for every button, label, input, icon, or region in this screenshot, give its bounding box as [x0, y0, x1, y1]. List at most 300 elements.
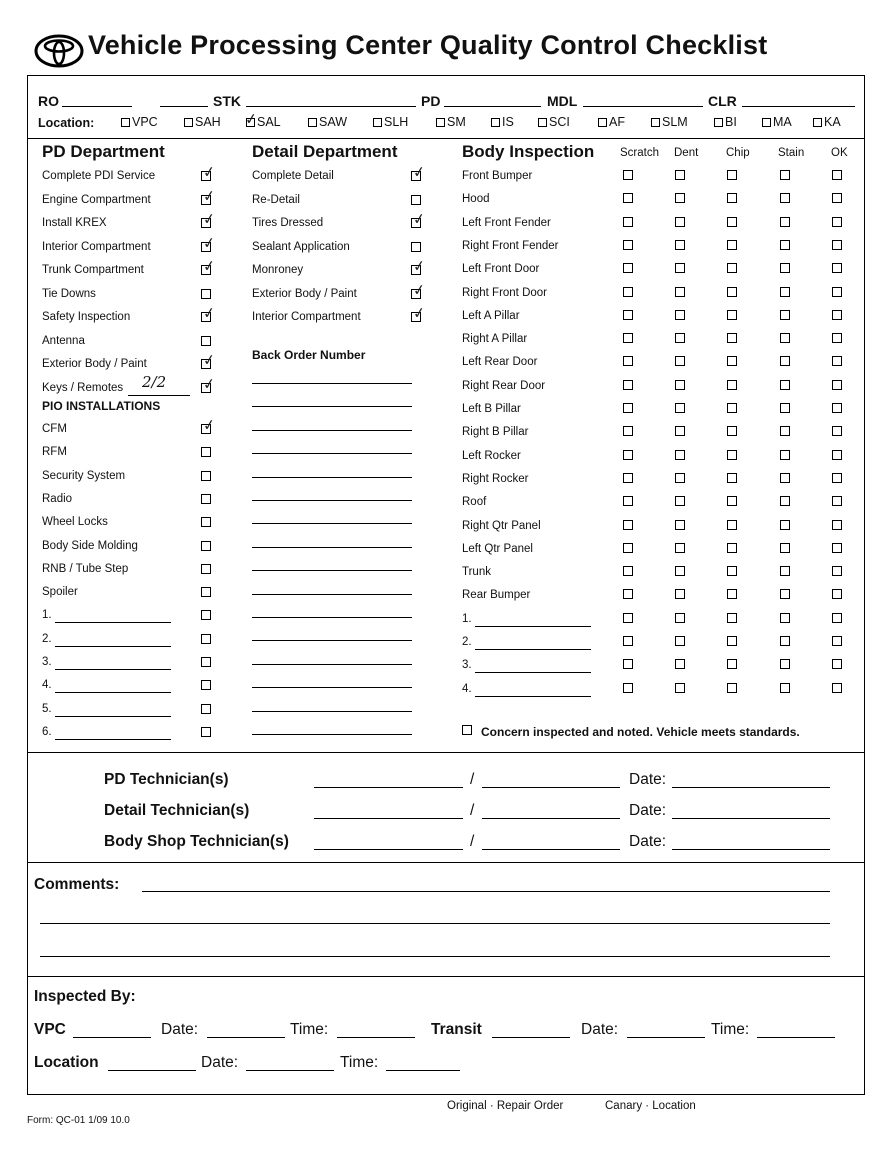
body-inspection-checkbox[interactable]	[832, 426, 842, 436]
body-inspection-checkbox[interactable]	[832, 450, 842, 460]
body-inspection-checkbox[interactable]	[623, 380, 633, 390]
body-inspection-checkbox[interactable]	[832, 263, 842, 273]
pio-custom-field[interactable]	[55, 692, 171, 693]
body-column-header: OK	[831, 147, 848, 159]
pio-item-checkbox[interactable]	[201, 634, 211, 644]
back-order-line[interactable]	[252, 453, 412, 454]
pio-item-label: 6.	[42, 725, 52, 738]
body-inspection-checkbox[interactable]	[623, 403, 633, 413]
body-inspection-checkbox[interactable]	[780, 636, 790, 646]
body-inspection-checkbox[interactable]	[623, 543, 633, 553]
body-inspection-checkbox[interactable]	[832, 473, 842, 483]
body-inspection-checkbox[interactable]	[675, 380, 685, 390]
check-mark-icon: ✓	[411, 257, 427, 276]
body-row-label: 1.	[462, 612, 472, 625]
body-inspection-checkbox[interactable]	[675, 636, 685, 646]
pio-item-checkbox[interactable]	[201, 680, 211, 690]
header-field-input[interactable]	[160, 106, 208, 107]
check-mark-icon: ✓	[201, 416, 217, 435]
body-inspection-checkbox[interactable]	[727, 380, 737, 390]
pd-item-label: Antenna	[42, 334, 85, 347]
technician-separator: /	[470, 833, 475, 850]
pd-item-label: Interior Compartment	[42, 240, 151, 253]
body-inspection-checkbox[interactable]	[727, 496, 737, 506]
pio-item-label: 3.	[42, 656, 52, 668]
pio-item-checkbox[interactable]	[201, 447, 211, 457]
location-checkbox[interactable]	[121, 118, 130, 127]
location-checkbox[interactable]	[598, 118, 607, 127]
comments-line[interactable]	[142, 891, 830, 892]
body-inspection-checkbox[interactable]	[727, 170, 737, 180]
body-inspection-checkbox[interactable]	[675, 310, 685, 320]
body-inspection-checkbox[interactable]	[727, 356, 737, 366]
location-checkbox[interactable]	[714, 118, 723, 127]
body-inspection-checkbox[interactable]	[727, 240, 737, 250]
technician-date-label: Date:	[629, 833, 667, 850]
pio-custom-field[interactable]	[55, 716, 171, 717]
location-option-label: SM	[447, 115, 466, 129]
detail-item-checkbox[interactable]	[411, 195, 421, 205]
pio-item-label: Security System	[42, 469, 126, 482]
body-inspection-checkbox[interactable]	[780, 240, 790, 250]
header-field-label: PD	[421, 93, 441, 109]
back-order-line[interactable]	[252, 687, 412, 688]
body-inspection-checkbox[interactable]	[675, 589, 685, 599]
back-order-line[interactable]	[252, 570, 412, 571]
pd-item-checkbox[interactable]	[201, 336, 211, 346]
body-inspection-checkbox[interactable]	[623, 566, 633, 576]
technician-id-field[interactable]	[482, 787, 620, 788]
body-row-label: Left Front Fender	[462, 216, 551, 229]
keys-count-field[interactable]	[128, 395, 190, 396]
header-field-label: STK	[213, 93, 241, 109]
back-order-line[interactable]	[252, 430, 412, 431]
location-date-label: Date:	[201, 1054, 239, 1071]
header-field-input[interactable]	[246, 106, 416, 107]
body-inspection-checkbox[interactable]	[623, 170, 633, 180]
location-time-field[interactable]	[386, 1070, 460, 1071]
transit-time-label: Time:	[711, 1021, 750, 1038]
header-field-label: RO	[38, 93, 59, 109]
detail-item-label: Re-Detail	[252, 193, 300, 206]
location-option-label: VPC	[132, 115, 158, 129]
location-checkbox[interactable]	[436, 118, 445, 127]
header-field-input[interactable]	[742, 106, 855, 107]
body-inspection-checkbox[interactable]	[780, 217, 790, 227]
pio-item-checkbox[interactable]	[201, 471, 211, 481]
detail-item-label: Tires Dressed	[252, 217, 324, 229]
body-inspection-checkbox[interactable]	[780, 380, 790, 390]
transit-time-field[interactable]	[757, 1037, 835, 1038]
technician-id-field[interactable]	[482, 849, 620, 850]
body-inspection-checkbox[interactable]	[832, 589, 842, 599]
body-inspection-checkbox[interactable]	[623, 659, 633, 669]
body-row-label: Roof	[462, 496, 487, 509]
body-inspection-checkbox[interactable]	[727, 589, 737, 599]
body-inspection-checkbox[interactable]	[675, 240, 685, 250]
back-order-line[interactable]	[252, 500, 412, 501]
comments-label: Comments:	[34, 876, 120, 893]
body-inspection-checkbox[interactable]	[727, 520, 737, 530]
pio-item-label: Body Side Molding	[42, 539, 138, 552]
body-row-label: Right Front Fender	[462, 239, 559, 252]
body-column-header: Chip	[726, 147, 750, 159]
pio-item-label: RFM	[42, 446, 67, 459]
body-inspection-checkbox[interactable]	[780, 496, 790, 506]
body-inspection-checkbox[interactable]	[832, 636, 842, 646]
body-row-label: Left Rear Door	[462, 356, 538, 369]
body-inspection-checkbox[interactable]	[780, 473, 790, 483]
body-inspection-checkbox[interactable]	[727, 310, 737, 320]
body-inspection-checkbox[interactable]	[727, 426, 737, 436]
header-field-label: MDL	[547, 93, 578, 109]
back-order-line[interactable]	[252, 640, 412, 641]
body-inspection-checkbox[interactable]	[780, 520, 790, 530]
body-inspection-checkbox[interactable]	[780, 403, 790, 413]
check-mark-icon: ✓	[201, 186, 217, 206]
body-inspection-checkbox[interactable]	[675, 659, 685, 669]
vpc-date-label: Date:	[161, 1021, 199, 1038]
location-option-label: SLM	[662, 115, 688, 129]
body-inspection-checkbox[interactable]	[832, 543, 842, 553]
body-inspection-checkbox[interactable]	[623, 217, 633, 227]
body-inspection-checkbox[interactable]	[832, 566, 842, 576]
check-mark-icon: ✓	[201, 304, 217, 323]
body-inspection-checkbox[interactable]	[780, 426, 790, 436]
body-inspection-checkbox[interactable]	[623, 683, 633, 693]
technician-id-field[interactable]	[482, 818, 620, 819]
body-inspection-checkbox[interactable]	[675, 333, 685, 343]
header-field-input[interactable]	[583, 106, 703, 107]
body-inspection-checkbox[interactable]	[832, 217, 842, 227]
back-order-line[interactable]	[252, 547, 412, 548]
body-inspection-checkbox[interactable]	[623, 450, 633, 460]
pd-item-label: Trunk Compartment	[42, 264, 144, 276]
pio-item-checkbox[interactable]	[201, 657, 211, 667]
technician-name-field[interactable]	[314, 818, 463, 819]
back-order-line[interactable]	[252, 664, 412, 665]
location-option-label: SLH	[384, 115, 409, 129]
header-field-input[interactable]	[444, 106, 541, 107]
body-inspection-checkbox[interactable]	[623, 473, 633, 483]
transit-field[interactable]	[492, 1037, 570, 1038]
body-inspection-checkbox[interactable]	[727, 193, 737, 203]
vpc-date-field[interactable]	[207, 1037, 285, 1038]
body-inspection-checkbox[interactable]	[832, 333, 842, 343]
body-inspection-checkbox[interactable]	[623, 193, 633, 203]
body-inspection-checkbox[interactable]	[623, 263, 633, 273]
back-order-line[interactable]	[252, 477, 412, 478]
body-inspection-checkbox[interactable]	[623, 589, 633, 599]
body-row-label: Right B Pillar	[462, 426, 529, 439]
body-inspection-checkbox[interactable]	[780, 263, 790, 273]
location-option-label: KA	[824, 115, 841, 129]
body-inspection-checkbox[interactable]	[780, 659, 790, 669]
detail-item-checkbox[interactable]	[411, 242, 421, 252]
detail-department-title: Detail Department	[252, 142, 398, 161]
body-inspection-checkbox[interactable]	[675, 683, 685, 693]
body-inspection-checkbox[interactable]	[727, 473, 737, 483]
technician-name-field[interactable]	[314, 849, 463, 850]
body-inspection-checkbox[interactable]	[727, 287, 737, 297]
pd-item-label: Complete PDI Service	[42, 170, 156, 182]
body-inspection-checkbox[interactable]	[832, 380, 842, 390]
back-order-line[interactable]	[252, 711, 412, 712]
pio-item-label: 1.	[42, 609, 52, 622]
body-inspection-checkbox[interactable]	[675, 263, 685, 273]
concern-checkbox[interactable]	[462, 725, 472, 735]
pio-item-checkbox[interactable]	[201, 564, 211, 574]
location-checkbox[interactable]	[813, 118, 822, 127]
location-option-label: SCI	[549, 115, 570, 129]
check-mark-icon: ✓	[411, 304, 427, 323]
pd-department-title: PD Department	[42, 142, 165, 161]
form-id: Form: QC-01 1/09 10.0	[27, 1115, 130, 1126]
body-row-label: Right A Pillar	[462, 333, 528, 346]
technician-label: PD Technician(s)	[104, 771, 229, 788]
body-inspection-checkbox[interactable]	[832, 356, 842, 366]
body-inspection-checkbox[interactable]	[675, 356, 685, 366]
body-inspection-checkbox[interactable]	[623, 496, 633, 506]
comments-line[interactable]	[40, 923, 830, 924]
technician-label: Detail Technician(s)	[104, 802, 250, 819]
body-inspection-checkbox[interactable]	[675, 217, 685, 227]
body-inspection-checkbox[interactable]	[675, 403, 685, 413]
back-order-line[interactable]	[252, 734, 412, 735]
body-row-label: Left Qtr Panel	[462, 542, 533, 555]
body-inspection-checkbox[interactable]	[623, 287, 633, 297]
pd-item-label: Install KREX	[42, 217, 107, 229]
technician-name-field[interactable]	[314, 787, 463, 788]
pio-item-checkbox[interactable]	[201, 610, 211, 620]
body-inspection-title: Body Inspection	[462, 142, 595, 161]
pio-custom-field[interactable]	[55, 622, 171, 623]
body-row-label: Right Front Door	[462, 286, 548, 299]
pio-custom-field[interactable]	[55, 646, 171, 647]
location-label: Location:	[38, 116, 95, 130]
body-inspection-checkbox[interactable]	[780, 566, 790, 576]
location-option-label: SAW	[319, 115, 348, 129]
body-inspection-checkbox[interactable]	[727, 683, 737, 693]
pio-custom-field[interactable]	[55, 739, 171, 740]
concern-label: Concern inspected and noted. Vehicle meets standards.	[481, 725, 800, 739]
body-inspection-checkbox[interactable]	[832, 240, 842, 250]
body-inspection-checkbox[interactable]	[832, 613, 842, 623]
body-inspection-checkbox[interactable]	[675, 450, 685, 460]
body-inspection-checkbox[interactable]	[675, 170, 685, 180]
location-checkbox[interactable]	[373, 118, 382, 127]
body-inspection-checkbox[interactable]	[623, 310, 633, 320]
body-custom-field[interactable]	[475, 626, 591, 627]
detail-item-label: Exterior Body / Paint	[252, 287, 357, 300]
form-frame	[27, 75, 865, 1095]
pio-custom-field[interactable]	[55, 669, 171, 670]
body-row-label: 3.	[462, 659, 472, 672]
body-custom-field[interactable]	[475, 649, 591, 650]
location-option-label: IS	[502, 115, 514, 129]
technician-date-field[interactable]	[672, 849, 830, 850]
pio-item-label: CFM	[42, 423, 67, 435]
body-inspection-checkbox[interactable]	[675, 543, 685, 553]
body-inspection-checkbox[interactable]	[623, 356, 633, 366]
pio-item-checkbox[interactable]	[201, 587, 211, 597]
body-inspection-checkbox[interactable]	[623, 613, 633, 623]
detail-item-label: Interior Compartment	[252, 311, 361, 323]
pio-item-checkbox[interactable]	[201, 494, 211, 504]
body-inspection-checkbox[interactable]	[727, 450, 737, 460]
body-inspection-checkbox[interactable]	[727, 543, 737, 553]
body-inspection-checkbox[interactable]	[727, 333, 737, 343]
toyota-logo	[34, 34, 84, 68]
pio-item-label: 5.	[42, 702, 52, 715]
body-inspection-checkbox[interactable]	[832, 287, 842, 297]
body-row-label: 4.	[462, 682, 472, 695]
vpc-time-field[interactable]	[337, 1037, 415, 1038]
pio-item-label: 2.	[42, 632, 52, 645]
body-inspection-checkbox[interactable]	[832, 403, 842, 413]
body-inspection-checkbox[interactable]	[727, 636, 737, 646]
transit-date-label: Date:	[581, 1021, 619, 1038]
back-order-line[interactable]	[252, 617, 412, 618]
technician-separator: /	[470, 802, 475, 819]
body-row-label: Left A Pillar	[462, 309, 520, 322]
pd-item-label: Engine Compartment	[42, 193, 151, 206]
technician-date-label: Date:	[629, 802, 667, 819]
body-inspection-checkbox[interactable]	[623, 636, 633, 646]
header-field-input[interactable]	[62, 106, 132, 107]
check-mark-icon: ✓	[201, 351, 217, 370]
body-inspection-checkbox[interactable]	[780, 613, 790, 623]
technician-date-field[interactable]	[672, 787, 830, 788]
body-inspection-checkbox[interactable]	[727, 403, 737, 413]
body-inspection-checkbox[interactable]	[675, 496, 685, 506]
body-row-label: 2.	[462, 636, 472, 648]
body-inspection-checkbox[interactable]	[780, 170, 790, 180]
body-row-label: Front Bumper	[462, 170, 533, 182]
body-inspection-checkbox[interactable]	[780, 683, 790, 693]
body-inspection-checkbox[interactable]	[780, 287, 790, 297]
location-checkbox[interactable]	[184, 118, 193, 127]
body-inspection-checkbox[interactable]	[832, 310, 842, 320]
body-inspection-checkbox[interactable]	[623, 520, 633, 530]
pio-item-label: 4.	[42, 679, 52, 692]
transit-date-field[interactable]	[627, 1037, 705, 1038]
technician-date-field[interactable]	[672, 818, 830, 819]
vpc-field[interactable]	[73, 1037, 151, 1038]
location-checkbox[interactable]	[538, 118, 547, 127]
location-field[interactable]	[108, 1070, 196, 1071]
body-inspection-checkbox[interactable]	[832, 659, 842, 669]
location-checkbox[interactable]	[762, 118, 771, 127]
body-inspection-checkbox[interactable]	[675, 287, 685, 297]
body-row-label: Left Front Door	[462, 263, 540, 276]
body-row-label: Hood	[462, 193, 490, 206]
body-inspection-checkbox[interactable]	[727, 217, 737, 227]
pd-item-checkbox[interactable]	[201, 289, 211, 299]
body-inspection-checkbox[interactable]	[780, 450, 790, 460]
body-inspection-checkbox[interactable]	[675, 566, 685, 576]
inspected-by-title: Inspected By:	[34, 988, 136, 1005]
pd-item-label: Exterior Body / Paint	[42, 358, 147, 370]
body-row-label: Right Qtr Panel	[462, 519, 541, 532]
body-custom-field[interactable]	[475, 672, 591, 673]
body-inspection-checkbox[interactable]	[623, 426, 633, 436]
location-field-label: Location	[34, 1054, 99, 1071]
body-inspection-checkbox[interactable]	[780, 543, 790, 553]
check-mark-icon: ✓	[201, 233, 217, 253]
check-mark-icon: ✓	[201, 257, 217, 276]
body-inspection-checkbox[interactable]	[727, 263, 737, 273]
body-row-label: Rear Bumper	[462, 589, 531, 602]
keys-count-value: 2/2	[142, 372, 167, 391]
back-order-line[interactable]	[252, 406, 412, 407]
location-option-label: AF	[609, 115, 625, 129]
pd-item-label: Keys / Remotes	[42, 381, 124, 394]
body-inspection-checkbox[interactable]	[727, 613, 737, 623]
body-inspection-checkbox[interactable]	[832, 520, 842, 530]
pio-item-label: RNB / Tube Step	[42, 562, 129, 575]
pio-item-checkbox[interactable]	[201, 541, 211, 551]
body-inspection-checkbox[interactable]	[832, 170, 842, 180]
body-row-label: Left Rocker	[462, 449, 521, 462]
body-inspection-checkbox[interactable]	[675, 426, 685, 436]
pio-item-checkbox[interactable]	[201, 704, 211, 714]
location-checkbox[interactable]	[308, 118, 317, 127]
copy-canary-label: Canary · Location	[605, 1100, 696, 1112]
body-inspection-checkbox[interactable]	[675, 613, 685, 623]
check-mark-icon: ✓	[243, 110, 259, 129]
comments-line[interactable]	[40, 956, 830, 957]
body-inspection-checkbox[interactable]	[675, 520, 685, 530]
body-inspection-checkbox[interactable]	[675, 193, 685, 203]
body-inspection-checkbox[interactable]	[832, 496, 842, 506]
body-inspection-checkbox[interactable]	[780, 333, 790, 343]
pd-item-label: Tie Downs	[42, 287, 96, 300]
body-inspection-checkbox[interactable]	[832, 683, 842, 693]
back-order-line[interactable]	[252, 594, 412, 595]
location-checkbox[interactable]	[651, 118, 660, 127]
check-mark-icon: ✓	[201, 163, 217, 182]
body-inspection-checkbox[interactable]	[727, 566, 737, 576]
transit-label: Transit	[431, 1021, 482, 1038]
body-inspection-checkbox[interactable]	[780, 310, 790, 320]
vpc-label: VPC	[34, 1021, 66, 1038]
body-inspection-checkbox[interactable]	[727, 659, 737, 669]
body-column-header: Stain	[778, 147, 805, 159]
pio-installations-title: PIO INSTALLATIONS	[42, 399, 161, 413]
back-order-line[interactable]	[252, 383, 412, 384]
header-field-label: CLR	[708, 93, 737, 109]
pio-item-checkbox[interactable]	[201, 517, 211, 527]
body-inspection-checkbox[interactable]	[780, 589, 790, 599]
body-row-label: Right Rear Door	[462, 379, 546, 392]
body-inspection-checkbox[interactable]	[675, 473, 685, 483]
location-option-label: MA	[773, 115, 792, 129]
body-inspection-checkbox[interactable]	[623, 333, 633, 343]
back-order-label: Back Order Number	[252, 348, 366, 362]
body-custom-field[interactable]	[475, 696, 591, 697]
body-row-label: Right Rocker	[462, 472, 529, 485]
location-date-field[interactable]	[246, 1070, 334, 1071]
back-order-line[interactable]	[252, 523, 412, 524]
body-inspection-checkbox[interactable]	[780, 356, 790, 366]
location-checkbox[interactable]	[491, 118, 500, 127]
vpc-time-label: Time:	[290, 1021, 329, 1038]
body-inspection-checkbox[interactable]	[832, 193, 842, 203]
body-inspection-checkbox[interactable]	[623, 240, 633, 250]
pio-item-checkbox[interactable]	[201, 727, 211, 737]
body-inspection-checkbox[interactable]	[780, 193, 790, 203]
